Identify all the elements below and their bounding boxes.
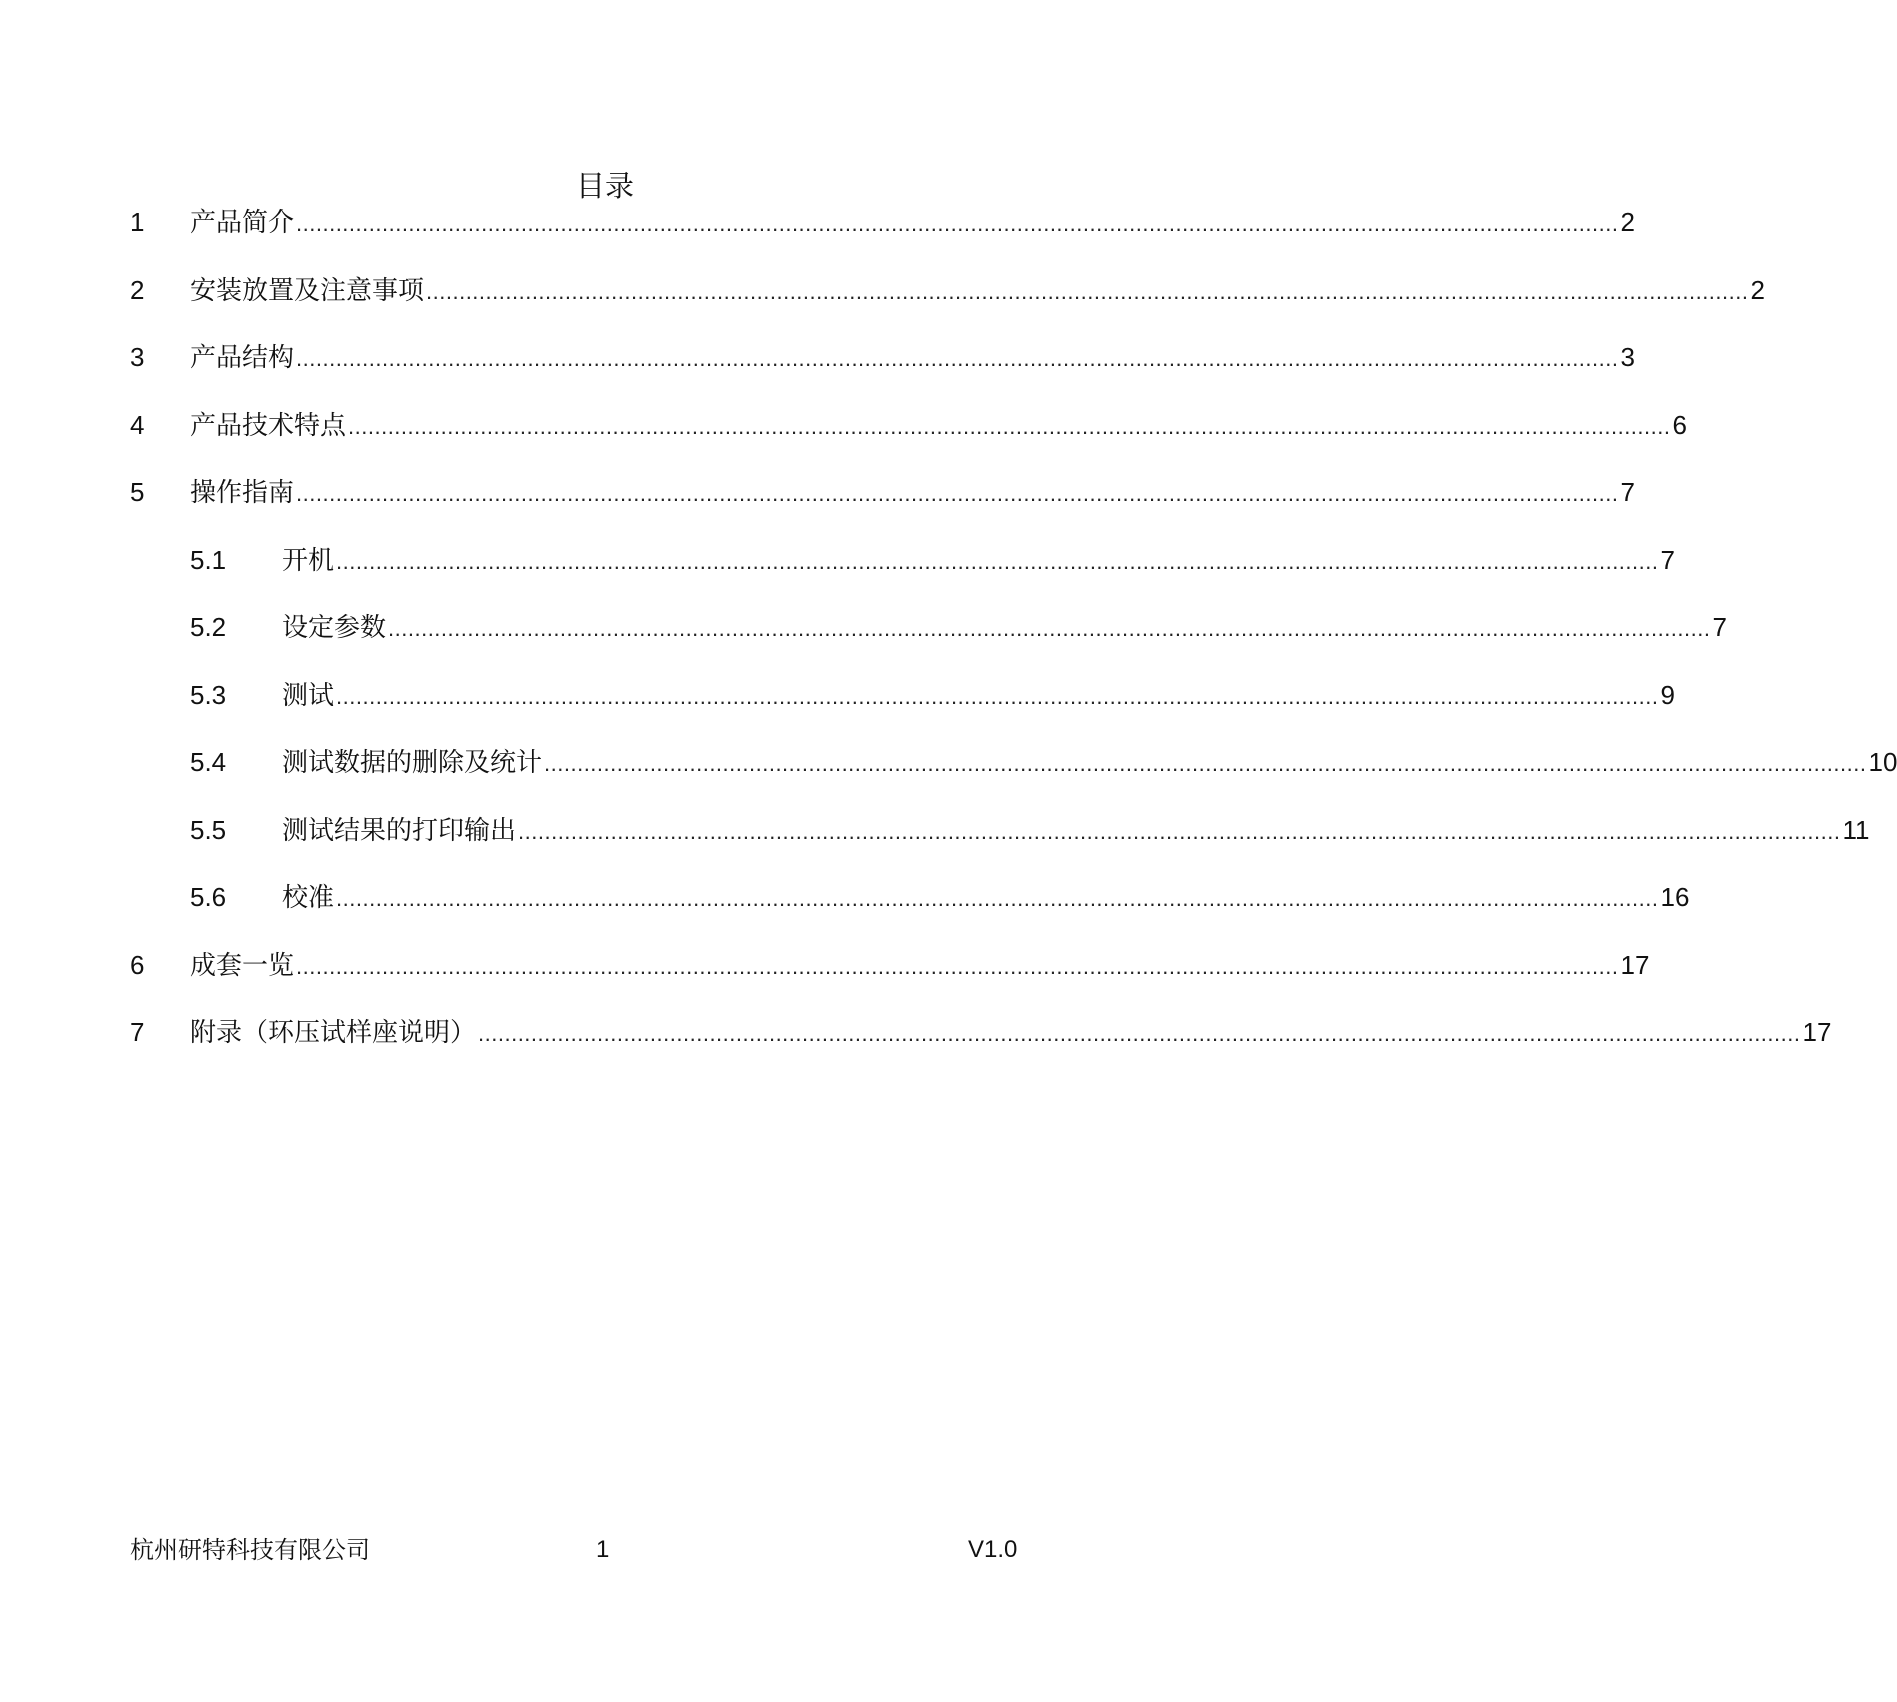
toc-entry-number: 5.2 (190, 612, 227, 642)
toc-entry[interactable] (0, 405, 1687, 445)
footer-company-name: 杭州研特科技有限公司 (130, 1536, 370, 1564)
toc-entry-label[interactable]: 校准 (282, 883, 335, 913)
page-footer (0, 1530, 1200, 1570)
toc-entry-page-number: 17 (1620, 949, 1650, 980)
toc-entry-number: 6 (130, 949, 145, 980)
toc-entry-label[interactable]: 安装放置及注意事项 (190, 275, 425, 306)
toc-entry[interactable] (0, 742, 1897, 782)
toc-dot-leader: ........................................................................................................................................................................................................ (348, 413, 1671, 439)
toc-entry-number: 5.1 (190, 544, 227, 575)
toc-dot-leader: ........................................................................................................................................................................................................ (336, 886, 1659, 911)
toc-dot-leader: ........................................................................................................................................................................................................ (296, 211, 1619, 236)
toc-entry-number: 5.4 (190, 747, 227, 777)
toc-dot-leader: ........................................................................................................................................................................................................ (518, 818, 1841, 844)
toc-entry[interactable] (0, 810, 1870, 850)
toc-dot-leader: ........................................................................................................................................................................................................ (296, 481, 1619, 506)
toc-entry-page-number: 7 (1660, 544, 1675, 575)
toc-title: 目录 (575, 169, 634, 203)
footer-version: V1.0 (968, 1536, 1018, 1563)
toc-entry-page-number: 17 (1802, 1017, 1832, 1047)
toc-entry-number: 3 (130, 342, 145, 372)
toc-entry-page-number: 6 (1672, 409, 1687, 440)
toc-entry-number: 5.5 (190, 814, 227, 845)
toc-entry[interactable] (0, 607, 1727, 647)
toc-entry-page-number: 7 (1620, 477, 1635, 507)
toc-dot-leader: ........................................................................................................................................................................................................ (426, 278, 1749, 304)
toc-entry-page-number: 3 (1620, 342, 1635, 372)
toc-entry-page-number: 11 (1842, 814, 1870, 845)
toc-entry[interactable] (0, 540, 1675, 580)
footer-page-number: 1 (596, 1536, 610, 1563)
toc-dot-leader: ........................................................................................................................................................................................................ (296, 346, 1619, 371)
toc-dot-leader: ........................................................................................................................................................................................................ (336, 548, 1659, 574)
toc-entry-label[interactable]: 测试数据的删除及统计 (282, 748, 543, 778)
toc-entry-number: 5.6 (190, 882, 227, 912)
toc-entry-page-number: 2 (1750, 274, 1765, 305)
toc-entry-label[interactable]: 产品结构 (190, 343, 295, 373)
toc-entry-label[interactable]: 测试结果的打印输出 (282, 815, 517, 846)
toc-entry-number: 2 (130, 274, 145, 305)
toc-entry-number: 4 (130, 409, 145, 440)
toc-entry-number: 1 (130, 207, 145, 237)
toc-entry-label[interactable]: 设定参数 (282, 613, 387, 643)
toc-entry-page-number: 7 (1712, 612, 1727, 642)
toc-entry-page-number: 16 (1660, 882, 1690, 912)
toc-entry-label[interactable]: 附录（环压试样座说明） (190, 1018, 477, 1048)
toc-entry-page-number: 9 (1660, 679, 1675, 710)
toc-entry-label[interactable]: 测试 (282, 680, 335, 711)
toc-dot-leader: ........................................................................................................................................................................................................ (478, 1021, 1801, 1046)
toc-entry[interactable] (0, 337, 1635, 377)
toc-entry[interactable] (0, 877, 1690, 917)
toc-entry-page-number: 2 (1620, 207, 1635, 237)
toc-entry[interactable] (0, 675, 1675, 715)
toc-entry-label[interactable]: 成套一览 (190, 950, 295, 981)
toc-entry[interactable] (0, 1012, 1832, 1052)
toc-entry-label[interactable]: 开机 (282, 545, 335, 576)
toc-dot-leader: ........................................................................................................................................................................................................ (336, 683, 1659, 709)
toc-entry-number: 5 (130, 477, 145, 507)
toc-entry-number: 7 (130, 1017, 145, 1047)
toc-dot-leader: ........................................................................................................................................................................................................ (544, 751, 1867, 776)
toc-dot-leader: ........................................................................................................................................................................................................ (388, 616, 1711, 641)
toc-entry-number: 5.3 (190, 679, 227, 710)
toc-entry[interactable] (0, 472, 1635, 512)
toc-entry-label[interactable]: 产品简介 (190, 208, 295, 238)
toc-entry-label[interactable]: 操作指南 (190, 478, 295, 508)
toc-entry[interactable] (0, 270, 1765, 310)
toc-entry-page-number: 10 (1868, 747, 1897, 777)
toc-entry-label[interactable]: 产品技术特点 (190, 410, 347, 441)
toc-dot-leader: ........................................................................................................................................................................................................ (296, 953, 1619, 979)
toc-entry[interactable] (0, 945, 1650, 985)
toc-entry[interactable] (0, 202, 1635, 242)
